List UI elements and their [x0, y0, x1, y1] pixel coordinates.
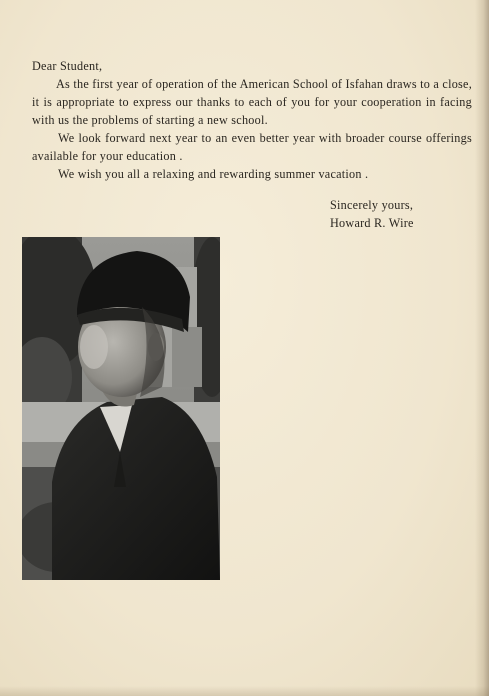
letter-closing: Sincerely yours, [330, 198, 414, 212]
letter-paragraph-2: We look forward next year to an even better year with broader course offerings available for your education . [32, 131, 472, 163]
portrait-photo [22, 237, 220, 580]
portrait-photo-icon [22, 237, 220, 580]
binding-edge [475, 0, 489, 696]
letter-signoff [330, 196, 414, 232]
letter-paragraph-3: We wish you all a relaxing and rewarding summer vacation . [58, 167, 369, 181]
letter-greeting: Dear Student, [32, 59, 103, 73]
letter-paragraph-1: As the first year of operation of the American School of Isfahan draws to a close, it is appropriate to express our thanks to each of you for your cooperation in facing with us the problems of starting a new school. [32, 77, 472, 127]
letter-body [32, 57, 472, 183]
page-bottom-shadow [0, 686, 489, 696]
letter-signature: Howard R. Wire [330, 216, 414, 230]
